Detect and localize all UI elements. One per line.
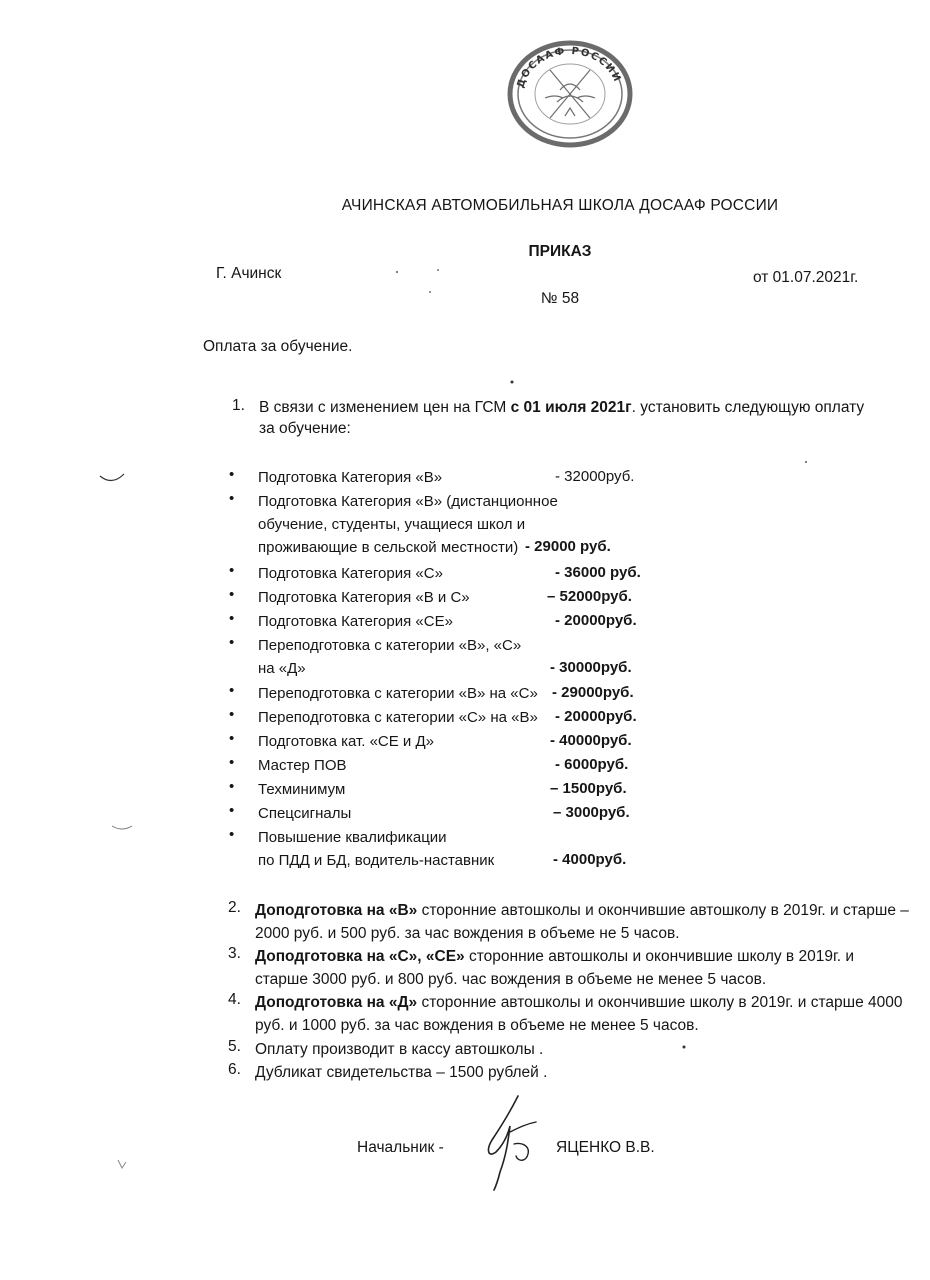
bullet-icon: • [229, 610, 235, 627]
price-item-label: Повышение квалификации [258, 829, 447, 846]
organization-title: АЧИНСКАЯ АВТОМОБИЛЬНАЯ ШКОЛА ДОСААФ РОССИИ [341, 197, 779, 214]
bullet-icon: • [229, 586, 235, 603]
point-text [255, 1061, 910, 1084]
point-body: сторонние автошколы и окончившие автошколу в 2019г. и старше – 2000 руб. и 500 руб. за час вождения в объеме не 5 часов. [255, 902, 909, 942]
price-item-label: обучение, студенты, учащиеся школ и [258, 516, 526, 533]
price-item-label: Подготовка кат. «СЕ и Д» [258, 733, 434, 750]
point-number: 6. [228, 1061, 241, 1078]
price-item-label: Переподготовка с категории «В», «С» [258, 637, 522, 654]
point-1-date: с 01 июля 2021г [510, 399, 632, 416]
price-item-amount: – 3000руб. [553, 804, 630, 821]
price-item-amount: - 29000 руб. [525, 538, 611, 555]
price-item-label: Подготовка Категория «С» [258, 565, 443, 582]
point-text [255, 991, 910, 1037]
point-1-text: В связи с изменением цен на ГСМ с 01 июля 2021г. установить следующую оплату за обучение: [259, 399, 865, 437]
price-item-amount: - 29000руб. [552, 684, 634, 701]
bullet-icon: • [229, 778, 235, 795]
order-number: № 58 [540, 290, 580, 307]
price-item-label: Подготовка Категория «СЕ» [258, 613, 453, 630]
point-body: сторонние автошколы и окончившие школу в 2019г. и старше 4000 руб. и 1000 руб. за час вождения в объеме не менее 5 часов. [255, 994, 903, 1034]
price-item-label: Техминимум [258, 781, 346, 798]
price-item-label: Переподготовка с категории «В» на «С» [258, 685, 538, 702]
price-item-amount: – 1500руб. [550, 780, 627, 797]
price-item-amount: – 52000руб. [547, 588, 632, 605]
point-heading: Доподготовка на «С», «СЕ» [255, 948, 465, 965]
price-item-label: Мастер ПОВ [258, 757, 347, 774]
point-heading: Доподготовка на «Д» [255, 994, 418, 1011]
point-number: 3. [228, 945, 241, 962]
price-item-amount: - 30000руб. [550, 659, 632, 676]
price-item-label: на «Д» [258, 660, 306, 677]
stamp-seal-icon [505, 38, 635, 150]
point-body: сторонние автошколы и окончившие школу в 2019г. и старше 3000 руб. и 800 руб. час вождения в объеме не менее 5 часов. [255, 948, 854, 988]
bullet-icon: • [229, 682, 235, 699]
city: Г. Ачинск [216, 265, 282, 282]
document-type-title: ПРИКАЗ [528, 243, 592, 260]
bullet-icon: • [229, 490, 235, 507]
price-item-amount: - 40000руб. [550, 732, 632, 749]
point-1-number: 1. [232, 397, 245, 414]
point-text [255, 1038, 910, 1061]
price-item-label: Переподготовка с категории «С» на «В» [258, 709, 538, 726]
point-number: 4. [228, 991, 241, 1008]
price-item-amount: - 36000 руб. [555, 564, 641, 581]
price-item-amount: - 20000руб. [555, 708, 637, 725]
order-subject: Оплата за обучение. [203, 338, 353, 355]
bullet-icon: • [229, 730, 235, 747]
point-number: 5. [228, 1038, 241, 1055]
svg-text:ДОСААФ РОССИИ: ДОСААФ РОССИИ [515, 45, 623, 90]
handwritten-signature-icon [470, 1092, 560, 1192]
price-item-label: Подготовка Категория «В» (дистанционное [258, 493, 558, 510]
price-item-label: проживающие в сельской местности) [258, 539, 519, 556]
price-item-amount: - 6000руб. [555, 756, 629, 773]
price-item-amount: - 20000руб. [555, 612, 637, 629]
price-item-label: Подготовка Категория «В и С» [258, 589, 470, 606]
bullet-icon: • [229, 466, 235, 483]
signatory-title: Начальник - [357, 1139, 444, 1156]
point-heading: Доподготовка на «В» [255, 902, 418, 919]
bullet-icon: • [229, 706, 235, 723]
price-item-label: Подготовка Категория «В» [258, 469, 443, 486]
bullet-icon: • [229, 802, 235, 819]
order-date: от 01.07.2021г. [753, 269, 859, 286]
price-item-amount: - 32000руб. [555, 468, 635, 485]
signatory-name: ЯЦЕНКО В.В. [556, 1139, 655, 1156]
bullet-icon: • [229, 826, 235, 843]
point-number: 2. [228, 899, 241, 916]
bullet-icon: • [229, 562, 235, 579]
point-text [255, 899, 910, 945]
bullet-icon: • [229, 754, 235, 771]
bullet-icon: • [229, 634, 235, 651]
price-item-label: по ПДД и БД, водитель-наставник [258, 852, 495, 869]
point-text [255, 945, 910, 991]
point-body: Дубликат свидетельства – 1500 рублей . [255, 1064, 548, 1081]
point-body: Оплату производит в кассу автошколы . [255, 1041, 544, 1058]
price-item-label: Спецсигналы [258, 805, 352, 822]
price-item-amount: - 4000руб. [553, 851, 627, 868]
